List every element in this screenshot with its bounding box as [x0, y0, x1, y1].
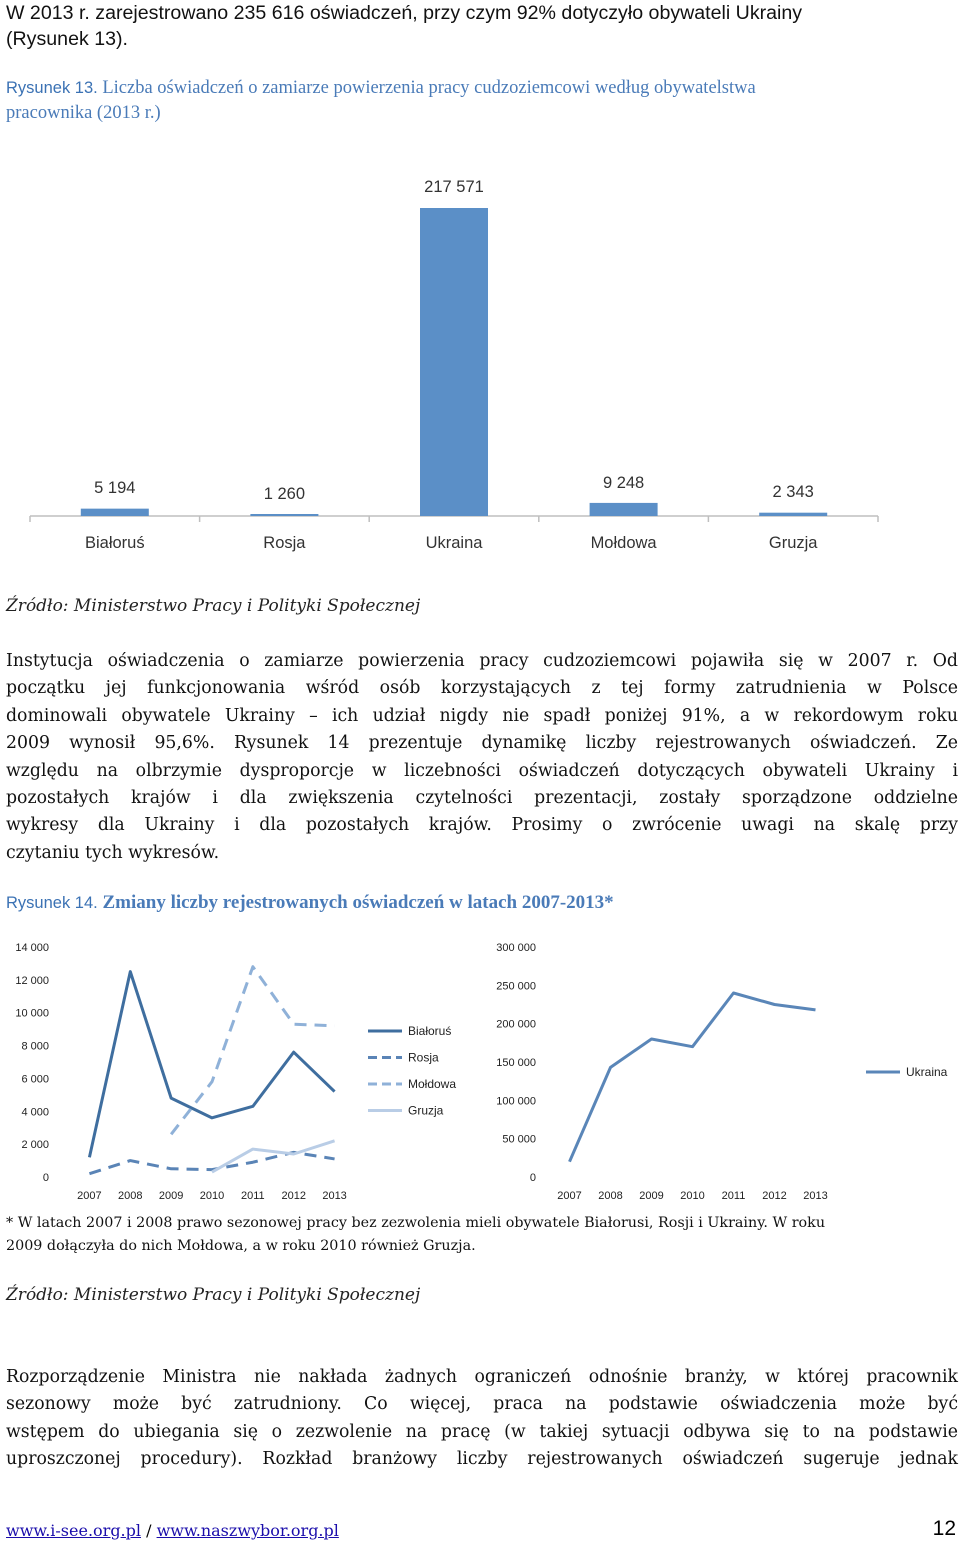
x-tick-label: 2012	[762, 1190, 787, 1202]
paragraph-1-line: wykresy dla Ukrainy i dla pozostałych krajów. Prosimy o zwrócenie uwagi na skalę przy	[6, 815, 958, 836]
figure-14-caption	[6, 890, 614, 916]
paragraph-1-line: względu na olbrzymie dysproporcje w liczebności oświadczeń dotyczących obywateli Ukrainy i	[6, 760, 958, 781]
x-tick-label: 2013	[322, 1190, 347, 1202]
bar-data-label: 5 194	[94, 479, 136, 497]
paragraph-1-line: początku jej funkcjonowania wśród osób korzystających z tej formy zatrudnienia w Polsce	[6, 678, 958, 699]
legend-label: Mołdowa	[408, 1077, 457, 1091]
x-tick-label: 2010	[680, 1190, 705, 1202]
paragraph-1-line: 2009 wynosił 95,6%. Rysunek 14 prezentuje dynamikę liczby rejestrowanych oświadczeń. Ze	[6, 733, 958, 754]
bar-gruzja	[759, 513, 827, 516]
bar-category-label: Gruzja	[768, 534, 818, 552]
footer	[6, 1517, 956, 1540]
x-tick-label: 2011	[721, 1190, 746, 1202]
bar-category-label: Ukraina	[425, 534, 483, 552]
legend-label: Ukraina	[906, 1065, 948, 1079]
y-tick-label: 150 000	[496, 1057, 536, 1069]
intro-text	[6, 0, 802, 52]
paragraph-2	[6, 1364, 958, 1474]
x-tick-label: 2008	[118, 1190, 143, 1202]
legend-label: Białoruś	[408, 1024, 452, 1038]
series-line-białoruś	[89, 972, 334, 1158]
bar-rosja	[250, 514, 318, 516]
y-tick-label: 100 000	[496, 1095, 536, 1108]
bar-data-label: 9 248	[602, 474, 645, 492]
figure-13-title: Liczba oświadczeń o zamiarze powierzenia pracy cudzoziemcowi według obywatelstwa	[97, 78, 756, 98]
x-tick-label: 2007	[557, 1190, 582, 1202]
bar-category-label: Mołdowa	[590, 534, 657, 552]
y-tick-label: 12 000	[15, 974, 49, 987]
bar-category-label: Rosja	[263, 534, 306, 552]
paragraph-2-line: wstępem do ubiegania się o zezwolenie na pracę (w takiej sytuacji odbywa się to na podstawie	[6, 1421, 958, 1442]
figure-14-label: Rysunek 14.	[6, 894, 98, 912]
footnote-line: * W latach 2007 i 2008 prawo sezonowej pracy bez zezwolenia mieli obywatele Białorusi, Rosji i Ukrainy. W roku	[6, 1215, 826, 1231]
x-tick-label: 2008	[598, 1190, 623, 1202]
figure-14-title: Zmiany liczby rejestrowanych oświadczeń w latach 2007-2013*	[97, 892, 614, 913]
y-tick-label: 6 000	[21, 1073, 49, 1086]
footnote-line: 2009 dołączyła do nich Mołdowa, a w roku 2010 również Gruzja.	[6, 1238, 476, 1254]
bar-chart	[0, 160, 960, 580]
y-tick-label: 0	[42, 1172, 49, 1184]
y-tick-label: 10 000	[15, 1007, 49, 1020]
y-tick-label: 50 000	[502, 1133, 536, 1146]
paragraph-2-line: sezonowy może być zatrudniony. Co więcej, praca na podstawie oświadczenia może być	[6, 1394, 958, 1415]
y-tick-label: 2 000	[21, 1139, 49, 1152]
footer-separator: /	[141, 1521, 157, 1540]
page-number: 12	[932, 1517, 956, 1540]
paragraph-1-line: dominowali obywatele Ukrainy – ich udział nigdy nie spadł poniżej 91%, a w rekordowym roku	[6, 705, 958, 726]
y-tick-label: 200 000	[496, 1018, 536, 1031]
x-tick-label: 2012	[281, 1190, 306, 1202]
footnote	[6, 1212, 958, 1258]
x-tick-label: 2009	[639, 1190, 664, 1202]
line-chart-others	[0, 930, 480, 1210]
bar-data-label: 1 260	[263, 485, 306, 503]
source-1: Źródło: Ministerstwo Pracy i Polityki Społecznej	[6, 596, 421, 616]
line-chart-ukraine	[480, 930, 960, 1210]
paragraph-1-line: pozostałych krajów i dla zwiększenia czytelności prezentacji, zostały sporządzone oddzielne	[6, 788, 958, 809]
paragraph-1-line: Instytucja oświadczenia o zamiarze powierzenia pracy cudzoziemcowi pojawiła się w 2007 r. Od	[6, 651, 958, 671]
series-line-ukraina	[570, 993, 816, 1162]
x-tick-label: 2011	[241, 1190, 265, 1202]
footer-link-isee[interactable]: www.i-see.org.pl	[6, 1521, 141, 1540]
y-tick-label: 8 000	[21, 1040, 49, 1053]
paragraph-2-line: Rozporządzenie Ministra nie nakłada żadnych ograniczeń odnośnie branży, w której pracownik	[6, 1367, 958, 1387]
y-tick-label: 300 000	[496, 942, 536, 954]
bar-mołdowa	[590, 503, 658, 516]
bar-data-label: 217 571	[424, 178, 484, 196]
intro-line-2: (Rysunek 13).	[6, 28, 128, 50]
paragraph-1-line: czytaniu tych wykresów.	[6, 842, 220, 863]
figure-13-caption	[6, 76, 756, 126]
figure-13-title-2: pracownika (2013 r.)	[6, 103, 161, 123]
intro-line-1: W 2013 r. zarejestrowano 235 616 oświadczeń, przy czym 92% dotyczyło obywateli Ukrainy	[6, 2, 803, 24]
source-2: Źródło: Ministerstwo Pracy i Polityki Społecznej	[6, 1285, 421, 1305]
bar-ukraina	[420, 208, 488, 516]
legend-label: Gruzja	[408, 1103, 444, 1118]
bar-białoruś	[81, 509, 149, 516]
y-tick-label: 14 000	[15, 942, 49, 954]
figure-13-label: Rysunek 13.	[6, 79, 98, 97]
footer-link-naszwybor[interactable]: www.naszwybor.org.pl	[156, 1521, 339, 1540]
x-tick-label: 2013	[803, 1190, 828, 1202]
x-tick-label: 2010	[199, 1190, 225, 1202]
y-tick-label: 0	[529, 1172, 536, 1184]
y-tick-label: 4 000	[21, 1106, 49, 1119]
x-tick-label: 2009	[158, 1190, 184, 1202]
y-tick-label: 250 000	[496, 980, 536, 993]
bar-data-label: 2 343	[772, 483, 814, 501]
legend-label: Rosja	[408, 1050, 439, 1065]
paragraph-2-line: uproszczonej procedury). Rozkład branżowy liczby rejestrowanych oświadczeń sugeruje jednak	[6, 1449, 958, 1470]
bar-category-label: Białoruś	[84, 534, 145, 552]
x-tick-label: 2007	[77, 1190, 102, 1202]
paragraph-1	[6, 648, 958, 867]
